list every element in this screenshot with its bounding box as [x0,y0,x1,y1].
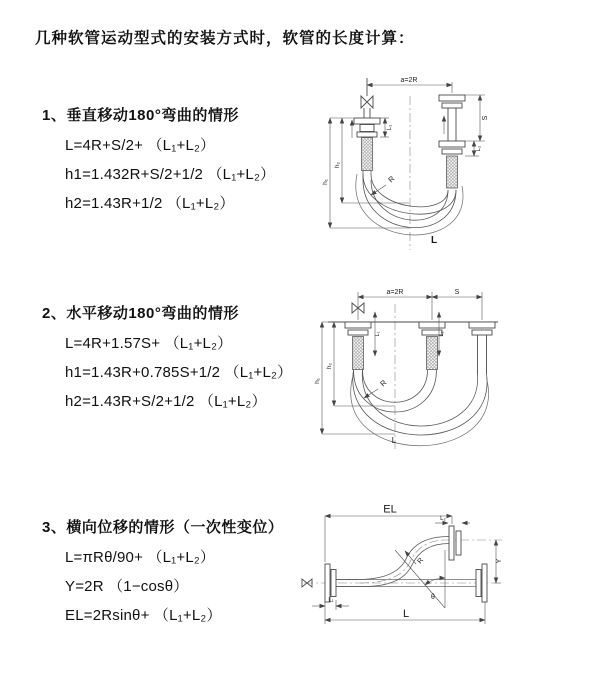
radius-label: R [386,173,397,185]
radius-label: R [378,377,389,389]
dimension-label-h1: h₁ [322,179,329,185]
formula-h2: h2=1.43R+S/2+1/2 （L₁+L₂） [65,393,267,410]
dimension-label-s: S [482,115,489,121]
dimension-label-a2r: a=2R [386,289,404,296]
section-horizontal-180 [42,302,292,421]
radius-callout [364,378,389,398]
dimension-label-l1: L₁ [387,124,393,131]
dimension-s [432,289,482,297]
upper-flange [449,526,461,560]
section-1-heading: 1、垂直移动180°弯曲的情形 [42,107,239,124]
diagram-horizontal-180-bend [308,282,600,457]
dimension-label-l2: L₂ [440,516,446,522]
dimension-label-a2r: a=2R [400,77,418,84]
dimension-l2 [435,516,470,523]
length-label: L [430,235,438,246]
left-flange-assembly [345,322,371,370]
radius-label: R [416,556,426,566]
radius-callout [405,551,425,565]
dimension-a2r [367,77,452,93]
dimension-a2r [358,289,482,320]
section-1-formulas [65,136,275,223]
formula-length: L=πRθ/90+ （L₁+L₂） [65,549,216,566]
s-curve-hose [336,537,449,587]
dimension-label-l: L [402,608,410,620]
section-lateral-displacement [42,516,283,635]
formula-h2: h2=1.43R+1/2 （L₁+L₂） [65,195,235,212]
left-flange [325,564,336,602]
dimension-label-h1: h₁ [314,378,321,384]
section-3-formulas [65,548,283,635]
section-3-heading: 3、横向位移的情形（一次性变位） [42,519,284,536]
dimension-label-s: S [454,289,460,296]
dimension-label-l1: L₁ [375,331,381,337]
braided-hose-section [427,337,438,370]
formula-h1: h1=1.432R+S/2+1/2 （L₁+L₂） [65,166,276,183]
formula-length: L=4R+S/2+ （L₁+L₂） [65,137,216,154]
radius-callout [371,174,397,195]
dimension-l1 [380,118,393,137]
formula-el: EL=2Rsinθ+ （L₁+L₂） [65,607,222,624]
page-title: 几种软管运动型式的安装方式时，软管的长度计算： [35,30,415,47]
dimension-label-l2: L₂ [439,331,445,337]
hose-bend-curves [351,370,489,446]
formula-length: L=4R+1.57S+ （L₁+L₂） [65,335,233,352]
braided-hose-section [353,337,364,370]
dimension-y [494,540,503,583]
formula-h1: h1=1.43R+0.785S+1/2 （L₁+L₂） [65,364,293,381]
dimension-label-h2: h₂ [334,161,341,169]
angle-label: θ [431,594,435,601]
middle-flange-assembly [419,322,445,370]
diagram-vertical-180-bend [312,70,594,262]
dimension-label-l1: L₁ [328,597,334,604]
dimension-s [465,95,489,141]
valve-icon [361,78,373,118]
braided-hose-section [362,138,373,171]
diagram-lateral-displacement [298,498,600,646]
left-flange-assembly [354,118,380,180]
braided-hose-section [447,156,458,188]
length-label: L [391,436,397,445]
dimension-label-y: Y [496,558,503,564]
section-vertical-180 [42,104,275,223]
dimension-el [325,503,452,566]
right-flange-assembly [469,322,495,374]
section-2-formulas [65,334,292,421]
right-flange-assembly [439,95,465,188]
section-2-heading: 2、水平移动180°弯曲的情形 [42,305,239,322]
dimension-l [325,602,485,624]
formula-y: Y=2R （1−cosθ） [65,578,189,595]
dimension-l2 [465,141,482,156]
dimension-label-el: EL [383,503,397,516]
dimension-label-h2: h₂ [326,362,333,370]
dimension-label-l2: L₂ [476,145,482,152]
